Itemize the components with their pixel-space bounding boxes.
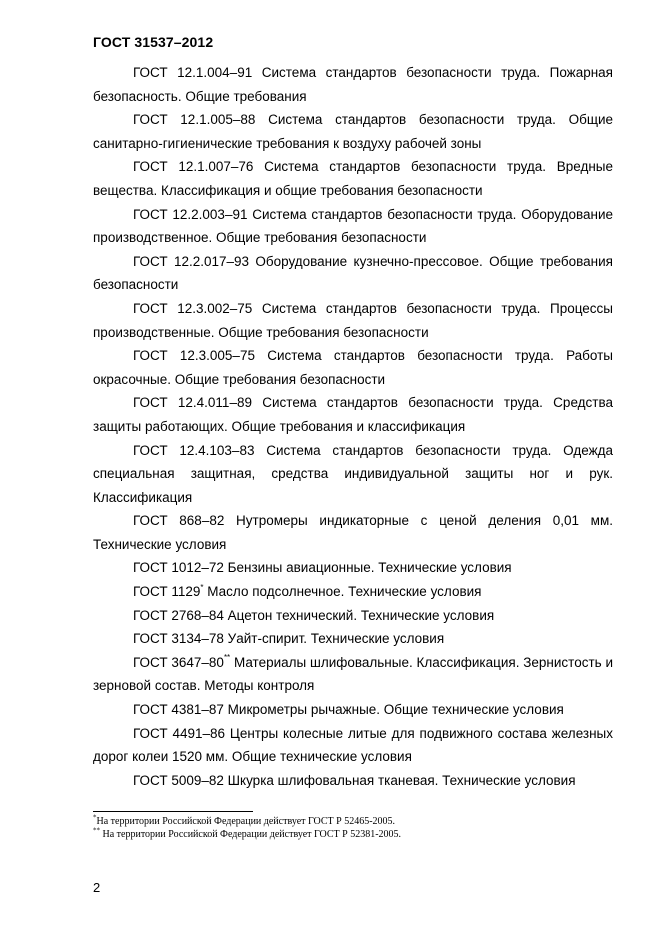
footnote-mark: *	[200, 582, 204, 592]
footnotes	[93, 813, 402, 841]
footnote	[93, 813, 401, 829]
footnote-separator	[93, 811, 253, 812]
reference-entry: ГОСТ 4491–86 Центры колесные литые для подвижного состава железных дорог колеи 1520 мм. Общие технические условия	[93, 725, 613, 765]
footnote-mark: **	[223, 653, 231, 663]
document-header: ГОСТ 31537–2012	[93, 34, 214, 50]
reference-entry: ГОСТ 3134–78 Уайт-спирит. Технические условия	[133, 631, 445, 647]
references-list	[93, 61, 613, 792]
reference-code: ГОСТ 3647–80	[133, 654, 224, 670]
reference-entry	[93, 651, 613, 698]
footnote-mark: *	[93, 813, 97, 822]
reference-entry: ГОСТ 4381–87 Микрометры рычажные. Общие технические условия	[133, 702, 564, 718]
reference-title: Материалы шлифовальные. Классификация. Зернистость и зерновой состав. Методы контроля	[93, 654, 613, 694]
reference-entry: ГОСТ 12.2.017–93 Оборудование кузнечно-прессовое. Общие требования безопасности	[93, 253, 613, 293]
reference-entry: ГОСТ 2768–84 Ацетон технический. Технические условия	[133, 607, 495, 623]
reference-entry: ГОСТ 12.2.003–91 Система стандартов безопасности труда. Оборудование производственное. Общие требования безопасности	[93, 206, 613, 246]
reference-entry: ГОСТ 12.1.005–88 Система стандартов безопасности труда. Общие санитарно-гигиенические требования к воздуху рабочей зоны	[93, 112, 613, 151]
reference-title: Масло подсолнечное. Технические условия	[203, 584, 482, 600]
reference-entry	[93, 580, 613, 604]
reference-entry: ГОСТ 1012–72 Бензины авиационные. Технические условия	[133, 560, 512, 576]
reference-entry: ГОСТ 868–82 Нутромеры индикаторные с ценой деления 0,01 мм. Технические условия	[93, 513, 613, 552]
footnote-text: На территории Российской Федерации действует ГОСТ Р 52381-2005.	[100, 828, 402, 840]
reference-entry: ГОСТ 5009–82 Шкурка шлифовальная тканевая. Технические условия	[133, 772, 576, 788]
footnote-text: На территории Российской Федерации действует ГОСТ Р 52465-2005.	[96, 816, 396, 827]
reference-entry: ГОСТ 12.1.004–91 Система стандартов безопасности труда. Пожарная безопасность. Общие требования	[93, 65, 613, 104]
footnote	[93, 826, 402, 842]
reference-entry: ГОСТ 12.3.002–75 Система стандартов безопасности труда. Процессы производственные. Общие требования безопасности	[93, 300, 613, 340]
footnote-mark: **	[93, 826, 100, 835]
reference-entry: ГОСТ 12.3.005–75 Система стандартов безопасности труда. Работы окрасочные. Общие требования безопасности	[93, 348, 613, 387]
page-number: 2	[93, 880, 101, 895]
reference-entry: ГОСТ 12.1.007–76 Система стандартов безопасности труда. Вредные вещества. Классификация и общие требования безопасности	[93, 159, 613, 198]
reference-entry: ГОСТ 12.4.011–89 Система стандартов безопасности труда. Средства защиты работающих. Общие требования и классификация	[93, 395, 613, 434]
reference-entry: ГОСТ 12.4.103–83 Система стандартов безопасности труда. Одежда специальная защитная, средства индивидуальной защиты ног и рук. Классификация	[93, 442, 613, 505]
reference-code: ГОСТ 1129	[133, 584, 201, 600]
